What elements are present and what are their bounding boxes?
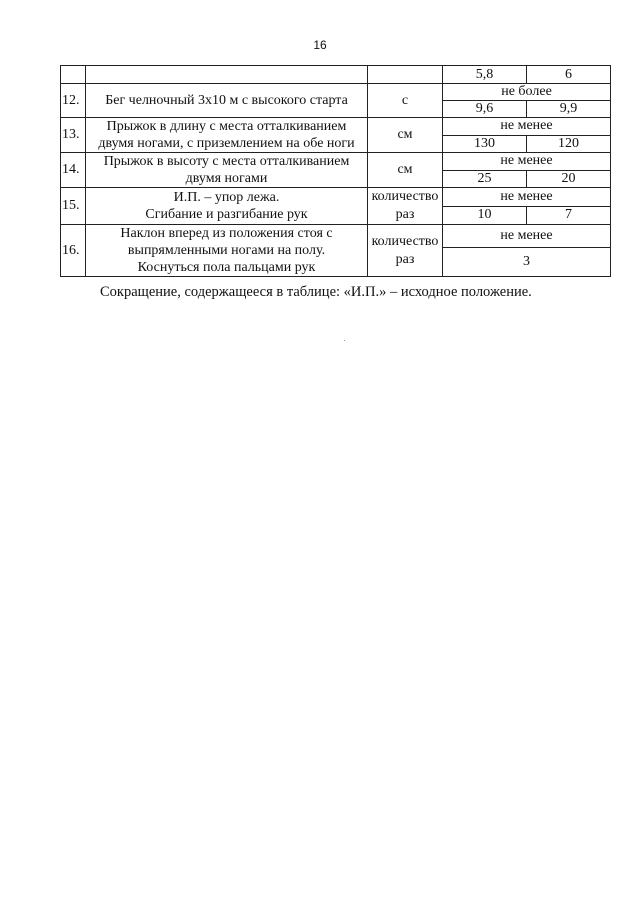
unit-line: раз <box>395 207 415 222</box>
cell-unit <box>368 188 443 225</box>
name-line: Прыжок в высоту с места отталкиванием <box>103 154 350 169</box>
name-line: Наклон вперед из положения стоя с <box>120 226 333 241</box>
unit-line: количество <box>371 233 439 249</box>
cell-value-2: 9,9 <box>527 101 611 118</box>
name-line: выпрямленными ногами на полу. <box>127 243 326 258</box>
cell-unit <box>368 153 443 188</box>
cell-num: 16. <box>61 225 86 277</box>
unit-line: см <box>397 127 413 142</box>
unit-line: количество <box>371 189 439 204</box>
cell-num: 14. <box>61 153 86 188</box>
table-row-12 <box>61 84 611 101</box>
cell-value-2: 6 <box>527 66 611 84</box>
cell-value-2: 7 <box>527 206 611 225</box>
norms-table <box>60 65 611 277</box>
cell-condition: не менее <box>443 188 611 207</box>
cell-unit <box>368 225 443 277</box>
cell-condition: не менее <box>443 225 611 248</box>
cell-condition: не менее <box>443 118 611 136</box>
table-row-16 <box>61 225 611 248</box>
cell-name <box>86 66 368 84</box>
cell-num: 12. <box>61 84 86 118</box>
cell-value-1: 25 <box>443 170 527 188</box>
name-line: Сгибание и разгибание рук <box>145 207 308 222</box>
table-row-continuation <box>61 66 611 84</box>
name-line: Коснуться пола пальцами рук <box>137 260 316 275</box>
cell-name <box>86 225 368 277</box>
name-line: Бег челночный 3х10 м с высокого старта <box>105 93 348 108</box>
cell-num: 13. <box>61 118 86 153</box>
name-line: И.П. – упор лежа. <box>173 190 280 205</box>
cell-name <box>86 153 368 188</box>
name-line: двумя ногами, с приземлением на обе ноги <box>98 136 355 151</box>
unit-line: с <box>401 92 409 108</box>
cell-unit <box>368 118 443 153</box>
unit-line: см <box>397 162 413 177</box>
cell-name <box>86 188 368 225</box>
cell-unit <box>368 84 443 118</box>
cell-value-1: 5,8 <box>443 66 527 84</box>
cell-value-1: 130 <box>443 135 527 153</box>
cell-condition: не менее <box>443 153 611 171</box>
cell-value-2: 120 <box>527 135 611 153</box>
table-row-14 <box>61 153 611 171</box>
table-row-13 <box>61 118 611 136</box>
name-line: Прыжок в длину с места отталкиванием <box>106 119 347 134</box>
cell-value-1: 9,6 <box>443 101 527 118</box>
cell-num <box>61 66 86 84</box>
cell-value-1: 10 <box>443 206 527 225</box>
footnote: Сокращение, содержащееся в таблице: «И.П.» – исходное положение. <box>100 284 532 300</box>
cell-num: 15. <box>61 188 86 225</box>
cell-condition: не более <box>443 84 611 101</box>
name-line: двумя ногами <box>185 171 268 186</box>
scan-speck <box>344 340 345 341</box>
cell-name <box>86 84 368 118</box>
cell-value: 3 <box>443 248 611 277</box>
cell-unit <box>368 66 443 84</box>
page-number: 16 <box>313 38 327 52</box>
cell-value-2: 20 <box>527 170 611 188</box>
cell-name <box>86 118 368 153</box>
unit-line: раз <box>395 251 415 267</box>
table-row-15 <box>61 188 611 207</box>
